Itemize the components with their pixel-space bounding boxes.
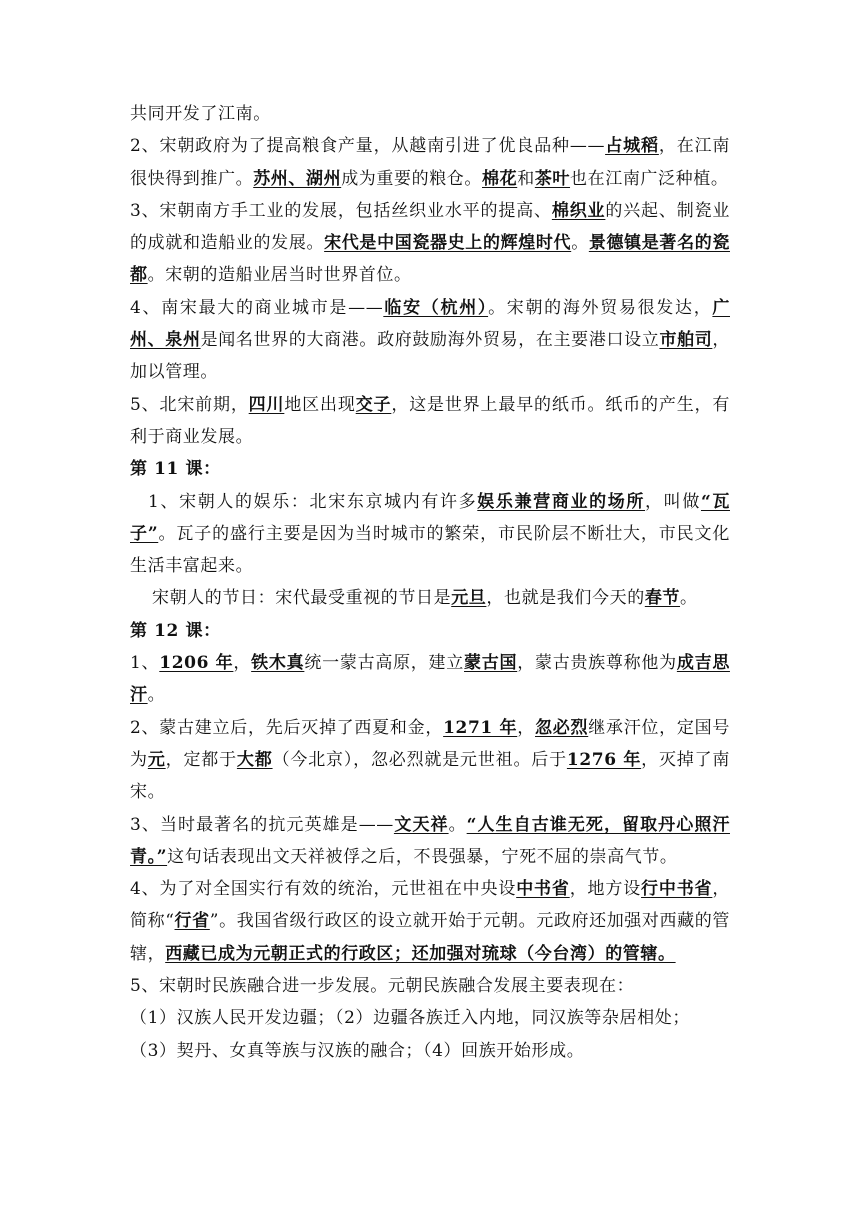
- paragraph-ethnic-fusion: [130, 970, 730, 1002]
- keyword-kublai: 忽必烈: [535, 717, 589, 738]
- paragraph-text: 3、宋朝南方手工业的发展，包括丝织业水平的提高、: [130, 200, 552, 221]
- paragraph-text: 。: [448, 814, 467, 835]
- keyword-poem-quote: “人生自古谁无死，留取丹心照汗青。”: [130, 814, 730, 867]
- keyword-spring-festival: 春节: [644, 588, 681, 609]
- paragraph-wen-tianxiang: [130, 809, 730, 874]
- keyword-cotton-weaving: 棉织业: [551, 200, 606, 221]
- paragraph-text: 这句话表现出文天祥被俘之后，不畏强暴，宁死不屈的崇高气节。: [167, 846, 678, 867]
- keyword-zhongshusheng: 中书省: [516, 879, 570, 900]
- keyword-jingdezhen: 景德镇是著名的瓷都: [130, 233, 730, 286]
- paragraph-text: 地区出现: [284, 394, 356, 415]
- paragraph-text: 统一蒙古高原，建立: [304, 653, 465, 674]
- paragraph-fusion-points-2: [130, 1035, 730, 1067]
- paragraph-text: 4、为了对全国实行有效的统治，元世祖在中央设: [130, 879, 517, 900]
- paragraph-text: 。: [680, 588, 698, 609]
- keyword-entertainment-venues: 娱乐兼营商业的场所: [477, 491, 646, 512]
- paragraph-text: 共同开发了江南。: [130, 104, 271, 124]
- paragraph-paper-money: [130, 389, 730, 454]
- keyword-wazi: “瓦子”: [130, 491, 730, 544]
- paragraph-text: ，: [233, 653, 252, 674]
- keyword-genghis-khan: 成吉思汗: [130, 653, 730, 706]
- paragraph-text: ，叫做: [645, 491, 701, 512]
- paragraph-text: 3、当时最著名的抗元英雄是——: [130, 814, 394, 835]
- paragraph-text: 。: [571, 233, 589, 254]
- paragraph-text: 。瓦子的盛行主要是因为当时城市的繁荣，市民阶层不断壮大，市民文化生活丰富起来。: [130, 523, 730, 577]
- paragraph-text: 成为重要的粮仓。: [341, 168, 483, 189]
- keyword-tibet-ryukyu: 西藏已成为元朝正式的行政区；还加强对琉球（今台湾）的管辖。: [165, 943, 676, 964]
- keyword-suzhou-huzhou: 苏州、湖州: [253, 168, 342, 189]
- paragraph-text: 。宋朝的海外贸易很发达，: [488, 297, 713, 318]
- paragraph-text: ，在江南很快得到推广。: [130, 136, 731, 189]
- paragraph-text: 。宋朝的造船业居当时世界首位。: [147, 265, 412, 286]
- keyword-yuandan: 元旦: [451, 588, 487, 609]
- paragraph-text: ，这是世界上最早的纸币。纸币的产生，有利于商业发展。: [130, 394, 730, 447]
- paragraph-text: ，蒙古贵族尊称他为: [517, 653, 677, 674]
- paragraph-text: 宋朝人的节日：宋代最受重视的节日是: [152, 588, 452, 609]
- paragraph-text: 4、南宋最大的商业城市是——: [130, 297, 384, 318]
- paragraph-text: 是闻名世界的大商港。政府鼓励海外贸易，在主要港口设立: [200, 330, 660, 351]
- keyword-dadu: 大都: [236, 749, 273, 770]
- paragraph-festivals: [130, 582, 730, 614]
- keyword-cotton: 棉花: [482, 168, 518, 189]
- keyword-porcelain-era: 宋代是中国瓷器史上的辉煌时代: [324, 233, 572, 254]
- paragraph-text: 的兴起、制瓷业的成就和造船业的发展。: [130, 200, 731, 254]
- paragraph-entertainment: [130, 486, 730, 583]
- keyword-mongol-state: 蒙古国: [464, 653, 518, 674]
- keyword-zhanchengdao: 占城稻: [605, 136, 659, 157]
- paragraph-mongol-unification: [130, 647, 730, 712]
- paragraph-text: ，灭掉了南宋。: [130, 749, 731, 803]
- paragraph-text: （今北京），忽必烈就是元世祖。后于: [272, 749, 567, 770]
- paragraph-text: ，也就是我们今天的: [486, 588, 645, 609]
- keyword-yuan: 元: [147, 749, 166, 770]
- keyword-xingzhongshusheng: 行中书省: [641, 879, 713, 900]
- keyword-tea: 茶叶: [534, 168, 571, 189]
- paragraph-yuan-founding: [130, 712, 730, 809]
- keyword-1276: 1276 年: [566, 749, 642, 770]
- keyword-wen-tianxiang: 文天祥: [393, 814, 449, 835]
- paragraph-text: 1、宋朝人的娱乐：北宋东京城内有许多: [148, 491, 478, 512]
- paragraph-text: （1）汉族人民开发边疆；（2）边疆各族迁入内地，同汉族等杂居相处；: [130, 1008, 690, 1029]
- keyword-temujin: 铁木真: [251, 653, 305, 674]
- lesson-11-heading: 第 11 课：: [130, 459, 221, 480]
- paragraph-text: 继承汗位，定国号为: [130, 717, 730, 770]
- paragraph-commerce: [130, 292, 730, 389]
- paragraph-text: 也在江南广泛种植。: [570, 168, 729, 189]
- paragraph-text: ，: [517, 717, 535, 738]
- paragraph-text: 1、: [130, 653, 160, 674]
- paragraph-jiangnan-end: [130, 98, 730, 130]
- paragraph-text: 5、北宋前期，: [130, 394, 249, 415]
- paragraph-fusion-points-1: [130, 1002, 730, 1034]
- paragraph-text: 和: [517, 168, 535, 189]
- paragraph-text: ，定都于: [165, 749, 237, 770]
- paragraph-text: 5、宋朝时民族融合进一步发展。元朝民族融合发展主要表现在：: [130, 976, 635, 997]
- keyword-jiaozi: 交子: [355, 394, 392, 415]
- paragraph-administration: [130, 873, 730, 970]
- keyword-xingsheng: 行省: [174, 911, 210, 932]
- paragraph-handicraft: [130, 195, 730, 292]
- keyword-sichuan: 四川: [248, 394, 285, 415]
- paragraph-text: 2、蒙古建立后，先后灭掉了西夏和金，: [130, 717, 444, 738]
- paragraph-text: 。: [147, 685, 166, 706]
- paragraph-text: ，简称“: [130, 879, 730, 932]
- paragraph-text: 2、宋朝政府为了提高粮食产量，从越南引进了优良品种——: [130, 136, 606, 157]
- keyword-shibosi: 市舶司: [659, 330, 713, 351]
- keyword-guangzhou-quanzhou: 广州、泉州: [130, 297, 730, 351]
- paragraph-text: （3）契丹、女真等族与汉族的融合；（4）回族开始形成。: [130, 1040, 585, 1061]
- document-page: [130, 98, 730, 1067]
- keyword-1206: 1206 年: [159, 653, 234, 674]
- paragraph-text: ，加以管理。: [130, 330, 730, 383]
- paragraph-text: ，地方设: [569, 879, 642, 900]
- keyword-linan: 临安（杭州）: [383, 297, 489, 318]
- lesson-12-heading: 第 12 课：: [130, 620, 221, 641]
- keyword-1271: 1271 年: [443, 717, 518, 738]
- paragraph-text: ”。我国省级行政区的设立就开始于元朝。元政府还加强对西藏的管辖，: [130, 911, 730, 964]
- paragraph-grain-production: [130, 130, 730, 195]
